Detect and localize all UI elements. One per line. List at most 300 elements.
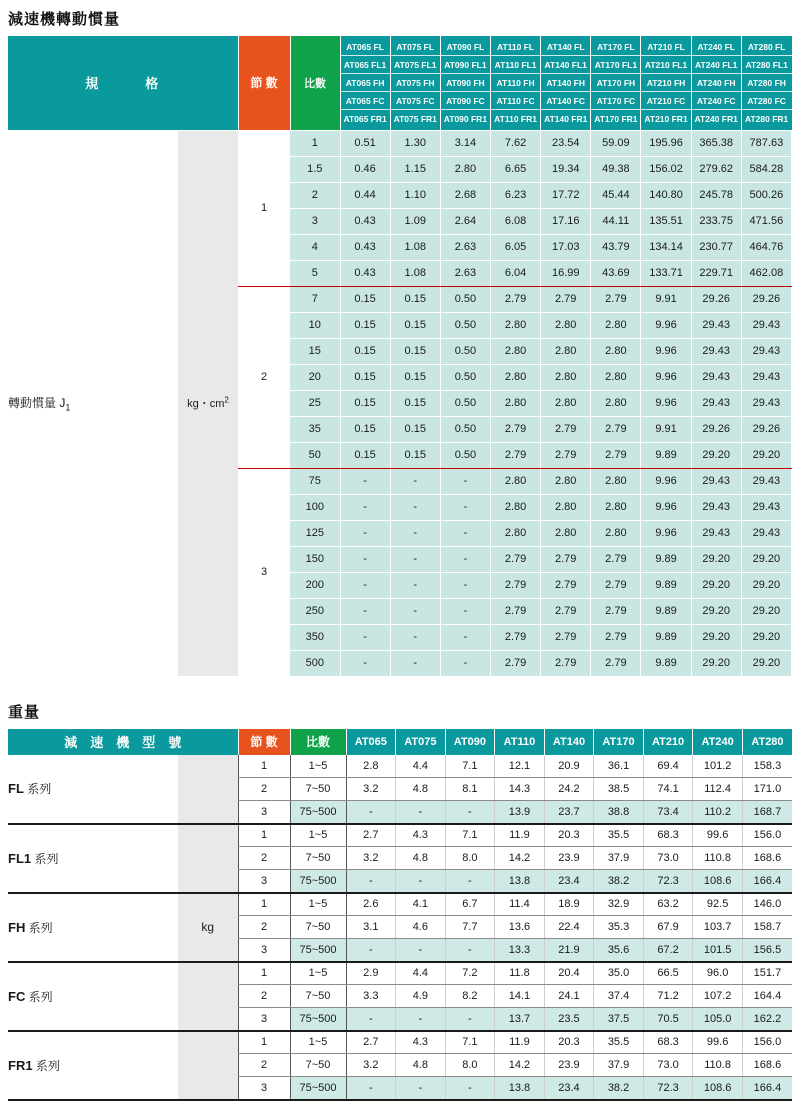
inertia-value-cell: 2.79 [490,598,540,624]
weight-value-cell: 14.1 [495,985,545,1008]
weight-row [8,893,792,916]
inertia-value-cell: 1.08 [390,260,440,286]
inertia-value-cell: 0.50 [440,286,490,312]
model-name: AT170 FL [591,38,640,56]
inertia-value-cell: 2.79 [541,572,591,598]
model-name: AT210 FC [641,92,690,110]
model-name: AT280 FL1 [742,56,792,74]
weight-row [8,755,792,778]
weight-value-cell: 37.9 [594,1054,644,1077]
inertia-row [8,130,792,156]
weight-value-cell: 99.6 [693,1031,743,1054]
inertia-value-cell: 9.96 [641,338,691,364]
model-header-column [741,36,791,130]
ratio-cell: 50 [290,442,340,468]
weight-value-cell: 8.1 [445,778,495,801]
weight-value-cell: 36.1 [594,755,644,778]
inertia-value-cell: 1.09 [390,208,440,234]
weight-value-cell: 21.9 [544,939,594,962]
inertia-value-cell: - [340,520,390,546]
unit-text: kg・cm [187,398,225,411]
section-count-cell: 2 [238,1054,290,1077]
weight-value-cell: 156.0 [742,1031,792,1054]
weight-value-cell: 35.6 [594,939,644,962]
model-header-column [340,36,390,130]
inertia-value-cell: 29.43 [741,390,791,416]
inertia-value-cell: 29.43 [741,468,791,494]
model-name: AT280 FC [742,92,792,110]
ratio-cell: 150 [290,546,340,572]
model-name: AT240 FH [692,74,741,92]
inertia-value-cell: 500.26 [741,182,791,208]
series-suffix: 系列 [25,920,53,935]
model-column-header: AT065 [346,729,396,755]
inertia-label-subscript: 1 [65,402,71,413]
section-count-cell: 1 [238,1031,290,1054]
ratio-cell: 7 [290,286,340,312]
inertia-value-cell: 0.43 [340,260,390,286]
weight-value-cell: 4.1 [396,893,446,916]
weight-value-cell: 110.8 [693,1054,743,1077]
model-header-column [490,36,540,130]
weight-value-cell: 158.3 [742,755,792,778]
weight-value-cell: 11.4 [495,893,545,916]
inertia-value-cell: 229.71 [691,260,741,286]
inertia-value-cell: 1.30 [390,130,440,156]
weight-value-cell: 13.3 [495,939,545,962]
ratio-cell: 15 [290,338,340,364]
section-count-cell: 1 [238,755,290,778]
weight-value-cell: - [445,870,495,893]
ratio-range-cell: 1~5 [290,755,346,778]
inertia-value-cell: 462.08 [741,260,791,286]
model-name: AT090 FH [441,74,490,92]
model-name: AT140 FC [541,92,590,110]
inertia-value-cell: 2.79 [490,624,540,650]
weight-value-cell: 151.7 [742,962,792,985]
inertia-value-cell: 2.80 [591,312,641,338]
weight-value-cell: 23.4 [544,870,594,893]
model-name: AT090 FL1 [441,56,490,74]
weight-value-cell: 20.4 [544,962,594,985]
ratio-cell: 1.5 [290,156,340,182]
inertia-value-cell: 133.71 [641,260,691,286]
inertia-value-cell: 2.79 [490,546,540,572]
inertia-value-cell: 2.79 [490,416,540,442]
inertia-value-cell: 29.20 [691,442,741,468]
inertia-table [8,36,792,677]
inertia-value-cell: 2.80 [490,312,540,338]
inertia-value-cell: 6.65 [490,156,540,182]
inertia-value-cell: 2.79 [490,572,540,598]
model-name: AT240 FC [692,92,741,110]
inertia-value-cell: 0.51 [340,130,390,156]
model-column-header: AT090 [445,729,495,755]
inertia-value-cell: - [440,598,490,624]
model-name: AT210 FH [641,74,690,92]
inertia-value-cell: 2.80 [541,312,591,338]
inertia-value-cell: 0.15 [390,312,440,338]
inertia-value-cell: 0.15 [390,390,440,416]
inertia-value-cell: 0.15 [390,338,440,364]
inertia-value-cell: 2.79 [591,598,641,624]
weight-value-cell: 68.3 [643,1031,693,1054]
model-column-header: AT075 [396,729,446,755]
inertia-value-cell: 29.20 [741,624,791,650]
weight-value-cell: 7.2 [445,962,495,985]
inertia-value-cell: 29.26 [691,416,741,442]
sections-header: 節 數 [238,729,290,755]
section-count-cell: 2 [238,778,290,801]
weight-value-cell: 96.0 [693,962,743,985]
ratio-header: 比數 [290,729,346,755]
model-name: AT065 FL [341,38,390,56]
weight-value-cell: - [396,870,446,893]
inertia-value-cell: 2.80 [591,468,641,494]
weight-value-cell: 23.7 [544,801,594,824]
weight-value-cell: 23.9 [544,1054,594,1077]
inertia-value-cell: 6.05 [490,234,540,260]
inertia-value-cell: 195.96 [641,130,691,156]
inertia-value-cell: 2.68 [440,182,490,208]
weight-value-cell: 168.6 [742,847,792,870]
weight-value-cell: 110.8 [693,847,743,870]
inertia-value-cell: - [390,520,440,546]
inertia-value-cell: 2.79 [591,546,641,572]
section-count-cell: 1 [238,893,290,916]
model-name: AT065 FL1 [341,56,390,74]
weight-value-cell: 166.4 [742,1077,792,1100]
inertia-value-cell: 2.63 [440,260,490,286]
weight-value-cell: 35.0 [594,962,644,985]
inertia-value-cell: - [440,624,490,650]
ratio-cell: 100 [290,494,340,520]
weight-value-cell: 108.6 [693,870,743,893]
inertia-value-cell: - [340,624,390,650]
inertia-value-cell: 9.89 [641,650,691,676]
weight-value-cell: 168.6 [742,1054,792,1077]
weight-value-cell: 166.4 [742,870,792,893]
section-count-cell: 3 [238,939,290,962]
model-name: AT210 FR1 [644,113,688,124]
weight-value-cell: 99.6 [693,824,743,847]
weight-value-cell: 32.9 [594,893,644,916]
weight-value-cell: 11.8 [495,962,545,985]
inertia-value-cell: 464.76 [741,234,791,260]
inertia-value-cell: - [440,494,490,520]
series-label-cell [8,962,178,1031]
model-name: AT075 FL [391,38,440,56]
inertia-value-cell: 29.43 [741,312,791,338]
weight-value-cell: 4.4 [396,962,446,985]
weight-value-cell: 70.5 [643,1008,693,1031]
weight-value-cell: - [396,801,446,824]
inertia-value-cell: 19.34 [541,156,591,182]
inertia-value-cell: 2.80 [440,156,490,182]
inertia-value-cell: 2.79 [541,286,591,312]
weight-value-cell: - [396,939,446,962]
weight-value-cell: 108.6 [693,1077,743,1100]
weight-value-cell: 35.5 [594,824,644,847]
weight-value-cell: 171.0 [742,778,792,801]
ratio-cell: 25 [290,390,340,416]
model-name: AT170 FR1 [594,113,638,124]
weight-value-cell: 24.1 [544,985,594,1008]
inertia-value-cell: 2.80 [490,338,540,364]
inertia-value-cell: 0.50 [440,312,490,338]
inertia-value-cell: 29.20 [691,572,741,598]
series-suffix: 系列 [23,782,52,796]
section-count-cell: 1 [238,130,290,286]
inertia-value-cell: 0.15 [390,442,440,468]
weight-unit-cell [178,962,238,1031]
weight-value-cell: - [445,801,495,824]
model-column-header: AT170 [594,729,644,755]
series-label-cell [8,824,178,893]
inertia-value-cell: - [340,494,390,520]
inertia-value-cell: - [340,650,390,676]
inertia-value-cell: 9.96 [641,390,691,416]
inertia-value-cell: 9.89 [641,442,691,468]
inertia-value-cell: 9.89 [641,546,691,572]
weight-value-cell: - [445,1077,495,1100]
weight-value-cell: 164.4 [742,985,792,1008]
inertia-value-cell: 2.80 [591,520,641,546]
weight-value-cell: 13.7 [495,1008,545,1031]
inertia-value-cell: 9.89 [641,624,691,650]
inertia-value-cell: 2.79 [490,286,540,312]
model-name: AT280 FR1 [744,113,789,124]
weight-value-cell: 3.2 [346,847,396,870]
series-name: FR1 [8,1057,33,1073]
inertia-value-cell: 0.50 [440,442,490,468]
weight-value-cell: 38.2 [594,1077,644,1100]
model-name: AT240 FL1 [692,56,741,74]
inertia-value-cell: 29.20 [691,546,741,572]
weight-value-cell: 92.5 [693,893,743,916]
inertia-value-cell: 787.63 [741,130,791,156]
inertia-value-cell: 0.46 [340,156,390,182]
weight-unit-cell: kg [178,893,238,962]
weight-value-cell: - [396,1077,446,1100]
inertia-value-cell: 29.43 [691,494,741,520]
weight-value-cell: 24.2 [544,778,594,801]
series-label-cell [8,755,178,824]
inertia-value-cell: 2.80 [541,338,591,364]
inertia-value-cell: 1.10 [390,182,440,208]
weight-unit-cell [178,1031,238,1100]
section-count-cell: 2 [238,985,290,1008]
weight-value-cell: 12.1 [495,755,545,778]
inertia-value-cell: - [390,598,440,624]
inertia-value-cell: 0.50 [440,364,490,390]
ratio-cell: 500 [290,650,340,676]
inertia-value-cell: 2.80 [541,468,591,494]
inertia-value-cell: 2.80 [541,390,591,416]
inertia-value-cell: 245.78 [691,182,741,208]
weight-value-cell: - [346,1077,396,1100]
inertia-value-cell: 2.80 [591,338,641,364]
inertia-value-cell: - [390,624,440,650]
model-name: AT075 FR1 [393,113,437,124]
inertia-value-cell: 2.79 [591,286,641,312]
weight-row [8,824,792,847]
inertia-value-cell: 2.80 [541,364,591,390]
inertia-value-cell: 0.15 [390,286,440,312]
inertia-value-cell: 0.50 [440,338,490,364]
inertia-value-cell: 2.80 [541,520,591,546]
weight-value-cell: 13.6 [495,916,545,939]
weight-value-cell: 38.5 [594,778,644,801]
ratio-cell: 10 [290,312,340,338]
ratio-range-cell: 75~500 [290,939,346,962]
inertia-value-cell: 29.43 [741,494,791,520]
weight-unit-cell [178,755,238,824]
weight-value-cell: 4.8 [396,1054,446,1077]
ratio-cell: 35 [290,416,340,442]
inertia-value-cell: 2.80 [591,364,641,390]
weight-value-cell: 67.9 [643,916,693,939]
weight-value-cell: 69.4 [643,755,693,778]
inertia-value-cell: 140.80 [641,182,691,208]
weight-table [8,729,792,1101]
ratio-range-cell: 75~500 [290,1008,346,1031]
weight-value-cell: 72.3 [643,870,693,893]
series-name: FL [8,781,24,796]
series-label-cell [8,1031,178,1100]
model-header-column [591,36,641,130]
weight-value-cell: 4.9 [396,985,446,1008]
inertia-value-cell: 29.20 [741,650,791,676]
weight-section-title: 重量 [8,703,41,721]
weight-value-cell: 8.0 [445,847,495,870]
inertia-value-cell: 6.23 [490,182,540,208]
inertia-value-cell: 29.20 [741,546,791,572]
series-suffix: 系列 [31,851,59,866]
inertia-section-title: 減速機轉動慣量 [8,11,121,28]
spec-header: 規 格 [8,36,238,130]
inertia-value-cell: 9.91 [641,416,691,442]
ratio-range-cell: 7~50 [290,847,346,870]
inertia-value-cell: 29.43 [691,312,741,338]
inertia-value-cell: 29.20 [741,598,791,624]
weight-value-cell: 14.2 [495,1054,545,1077]
series-name: FL1 [8,850,32,866]
inertia-value-cell: 2.63 [440,234,490,260]
model-name: AT110 FL [491,38,540,56]
model-name: AT090 FR1 [443,113,488,124]
weight-value-cell: 71.2 [643,985,693,1008]
inertia-value-cell: 29.43 [691,364,741,390]
inertia-value-cell: 29.20 [691,624,741,650]
weight-value-cell: 22.4 [544,916,594,939]
inertia-value-cell: 0.43 [340,234,390,260]
model-number-header: 減 速 機 型 號 [8,729,238,755]
model-name: AT140 FL1 [541,56,590,74]
ratio-range-cell: 1~5 [290,893,346,916]
section-count-cell: 3 [238,1008,290,1031]
ratio-range-cell: 1~5 [290,824,346,847]
inertia-value-cell: 9.96 [641,364,691,390]
section-count-cell: 3 [238,468,290,676]
weight-value-cell: - [346,870,396,893]
model-column-header: AT280 [742,729,792,755]
weight-value-cell: - [445,939,495,962]
inertia-value-cell: 29.43 [691,390,741,416]
inertia-value-cell: 0.43 [340,208,390,234]
model-name: AT170 FH [591,74,640,92]
weight-value-cell: 73.4 [643,801,693,824]
series-label-cell [8,893,178,962]
ratio-cell: 2 [290,182,340,208]
inertia-value-cell: 230.77 [691,234,741,260]
series-suffix: 系列 [25,989,53,1004]
weight-value-cell: 20.9 [544,755,594,778]
weight-value-cell: 67.2 [643,939,693,962]
inertia-value-cell: 9.89 [641,598,691,624]
inertia-value-cell: 29.43 [691,468,741,494]
model-name: AT110 FC [491,92,540,110]
inertia-value-cell: 29.26 [691,286,741,312]
weight-value-cell: 2.6 [346,893,396,916]
weight-value-cell: 4.3 [396,824,446,847]
weight-value-cell: 2.7 [346,1031,396,1054]
inertia-value-cell: 3.14 [440,130,490,156]
ratio-cell: 5 [290,260,340,286]
inertia-value-cell: 6.08 [490,208,540,234]
weight-value-cell: 11.9 [495,1031,545,1054]
inertia-value-cell: - [340,572,390,598]
weight-value-cell: 8.0 [445,1054,495,1077]
weight-value-cell: 162.2 [742,1008,792,1031]
inertia-value-cell: 6.04 [490,260,540,286]
weight-row [8,962,792,985]
inertia-value-cell: 29.20 [691,598,741,624]
model-name: AT140 FH [541,74,590,92]
model-name: AT110 FR1 [494,113,537,124]
inertia-value-cell: 1.15 [390,156,440,182]
inertia-value-cell: 2.79 [541,416,591,442]
ratio-range-cell: 1~5 [290,1031,346,1054]
section-count-cell: 3 [238,801,290,824]
weight-value-cell: 72.3 [643,1077,693,1100]
inertia-value-cell: 29.43 [691,520,741,546]
inertia-value-cell: 0.15 [340,416,390,442]
inertia-value-cell: - [390,572,440,598]
ratio-cell: 4 [290,234,340,260]
model-name: AT280 FL [742,38,792,56]
weight-value-cell: 35.3 [594,916,644,939]
weight-value-cell: 101.5 [693,939,743,962]
weight-value-cell: 4.8 [396,847,446,870]
inertia-value-cell: - [390,468,440,494]
inertia-value-cell: 2.80 [490,364,540,390]
inertia-value-cell: - [440,572,490,598]
inertia-value-cell: 2.79 [490,442,540,468]
inertia-value-cell: 43.79 [591,234,641,260]
weight-value-cell: 66.5 [643,962,693,985]
weight-value-cell: - [445,1008,495,1031]
weight-value-cell: 38.2 [594,870,644,893]
weight-value-cell: 7.1 [445,1031,495,1054]
model-header-column [390,36,440,130]
series-name: FC [8,988,26,1004]
inertia-value-cell: 279.62 [691,156,741,182]
inertia-value-cell: 29.26 [741,416,791,442]
inertia-value-cell: 2.79 [541,624,591,650]
section-count-cell: 2 [238,286,290,468]
weight-value-cell: 13.9 [495,801,545,824]
